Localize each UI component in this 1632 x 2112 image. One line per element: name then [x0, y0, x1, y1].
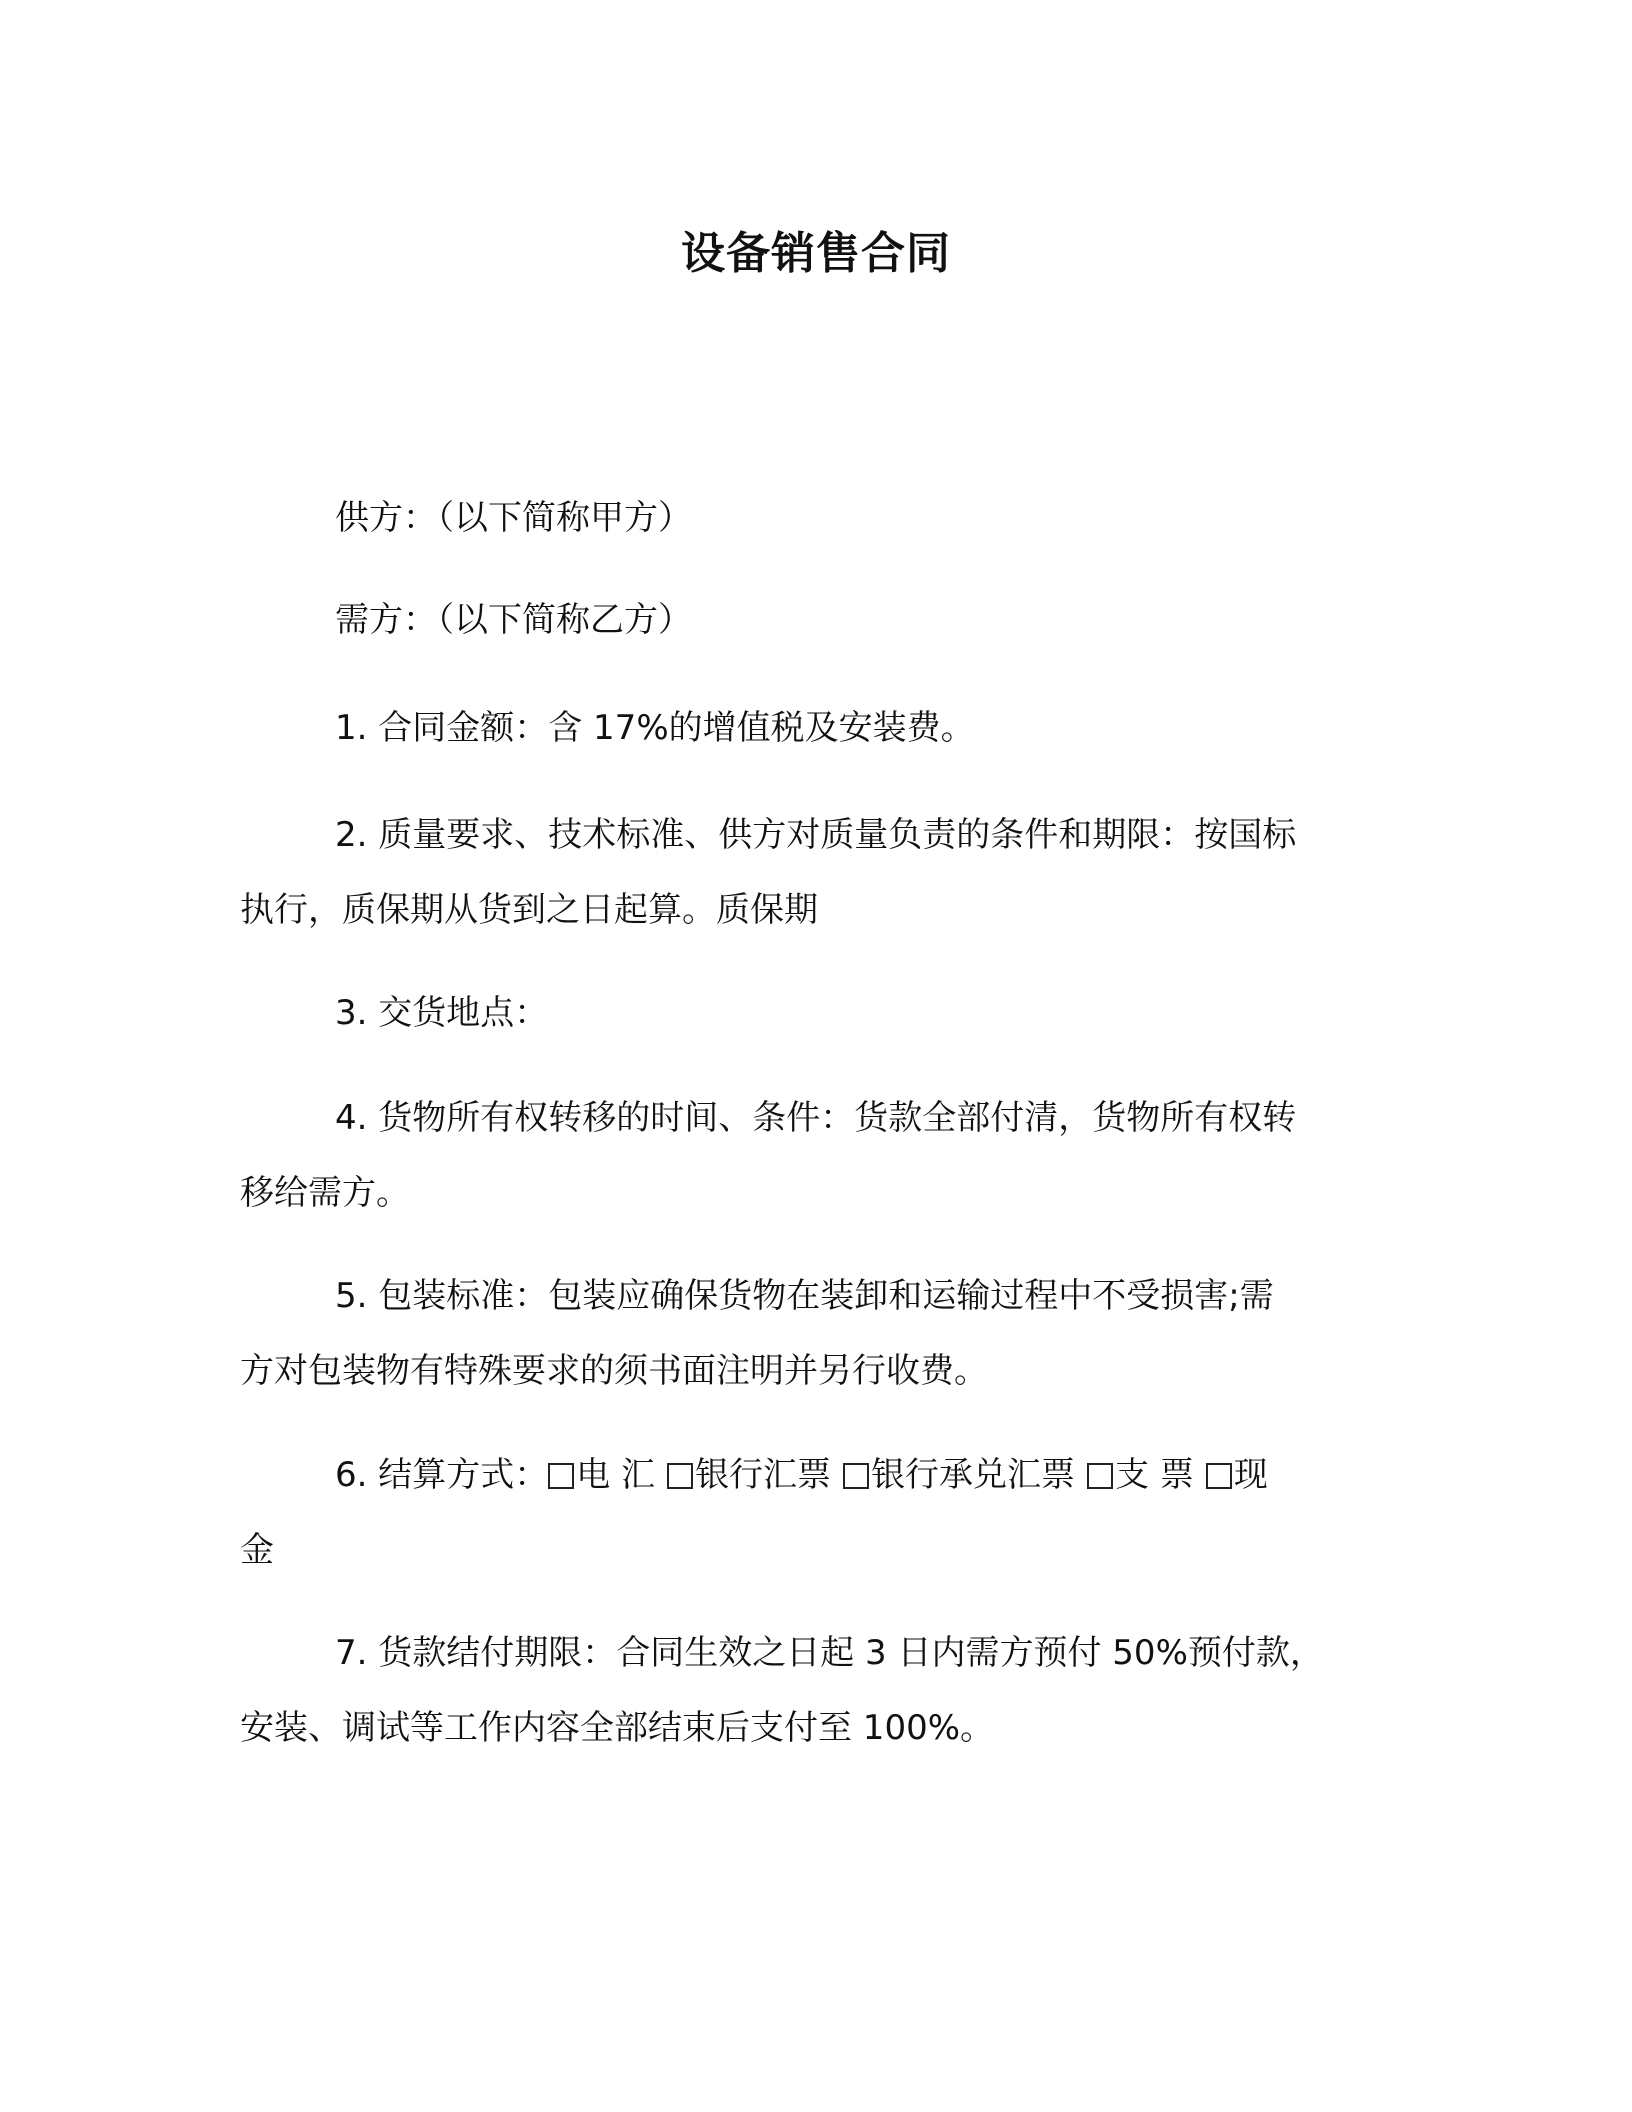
clause-4-line-2: 移给需方。	[240, 1173, 410, 1213]
clause-6-line-2: 金	[240, 1530, 274, 1570]
clause-4-line-1: 4. 货物所有权转移的时间、条件：货款全部付清，货物所有权转	[335, 1098, 1297, 1138]
checkbox-icon[interactable]	[667, 1463, 693, 1489]
payment-option-acceptance-bill[interactable]: 银行承兑汇票	[843, 1455, 1075, 1495]
supplier-line: 供方：（以下简称甲方）	[335, 498, 692, 538]
payment-option-check[interactable]: 支 票	[1087, 1455, 1194, 1495]
payment-option-bank-draft[interactable]: 银行汇票	[667, 1455, 831, 1495]
checkbox-icon[interactable]	[843, 1463, 869, 1489]
checkbox-icon[interactable]	[1206, 1463, 1232, 1489]
clause-2-line-1: 2. 质量要求、技术标准、供方对质量负责的条件和期限：按国标	[335, 815, 1297, 855]
clause-6-line-1	[240, 1437, 1480, 1513]
payment-option-cash[interactable]: 现	[1206, 1455, 1268, 1495]
clause-5-line-1: 5. 包装标准：包装应确保货物在装卸和运输过程中不受损害;需	[335, 1276, 1274, 1316]
document-title: 设备销售合同	[681, 228, 951, 279]
clause-7-line-2: 安装、调试等工作内容全部结束后支付至 100%。	[240, 1708, 995, 1748]
payment-option-wire[interactable]: 电 汇	[548, 1455, 655, 1495]
checkbox-icon[interactable]	[548, 1463, 574, 1489]
clause-5-line-2: 方对包装物有特殊要求的须书面注明并另行收费。	[240, 1351, 988, 1391]
clause-2-line-2: 执行，质保期从货到之日起算。质保期	[240, 890, 818, 930]
checkbox-icon[interactable]	[1087, 1463, 1113, 1489]
clause-6-prefix: 6. 结算方式：	[335, 1455, 549, 1495]
clause-3: 3. 交货地点：	[335, 993, 549, 1033]
clause-7-line-1: 7. 货款结付期限：合同生效之日起 3 日内需方预付 50%预付款，	[335, 1633, 1324, 1673]
clause-1: 1. 合同金额：含 17%的增值税及安装费。	[335, 708, 975, 748]
buyer-line: 需方：（以下简称乙方）	[335, 600, 692, 640]
